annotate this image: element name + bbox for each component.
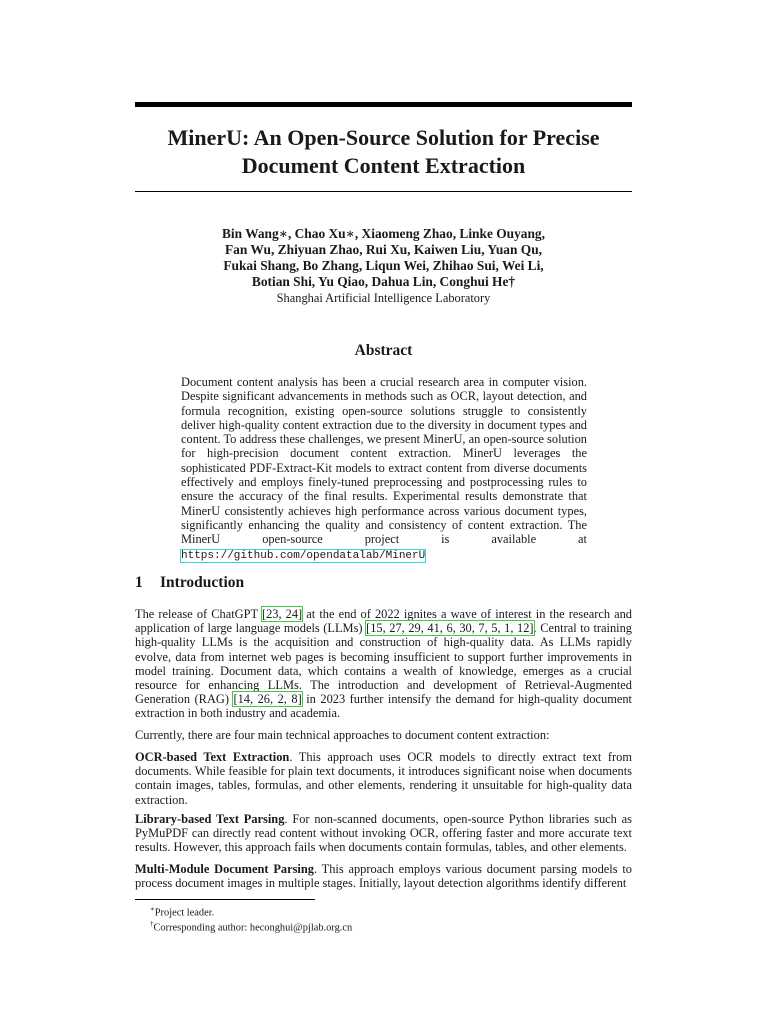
title-line-1: MinerU: An Open-Source Solution for Precise [167, 125, 600, 150]
footnote-2 [150, 918, 352, 934]
paragraph-text: . This approach uses OCR models to directly extract text from documents. While feasible for plain text documents, it introduces significant noise when documents contain images, tables, formulas, and other elements, rendering it unsuitable for high-quality data extraction. [135, 750, 632, 807]
title-line-2: Document Content Extraction [241, 153, 526, 178]
abstract-text: Document content analysis has been a crucial research area in computer vision. Despite significant advancements in methods such as OCR, layout detection, and formula recognition, existing open-source solutions struggle to consistently deliver high-quality content extraction due to the diversity in document types and content. To address these challenges, we present MinerU, an open-source solution for high-precision document content extraction. MinerU leverages the sophisticated PDF-Extract-Kit models to extract content from diverse documents effectively and employs finely-tuned preprocessing and postprocessing rules to ensure the accuracy of the final results. Experimental results demonstrate that MinerU consistently achieves high performance across various document types, significantly enhancing the quality and consistency of content extraction. The MinerU open-source project is available at [181, 375, 587, 547]
footnote-mark: † [150, 920, 154, 928]
author-line-4: Botian Shi, Yu Qiao, Dahua Lin, Conghui He† [251, 274, 516, 289]
intro-paragraph-5 [135, 862, 632, 890]
author-line-3: Fukai Shang, Bo Zhang, Liqun Wei, Zhihao Sui, Wei Li, [223, 258, 544, 273]
paper-title [135, 124, 632, 180]
section-title: Introduction [160, 574, 245, 591]
section-number: 1 [135, 574, 143, 591]
paragraph-run-in-heading: OCR-based Text Extraction [135, 750, 290, 764]
paragraph-run-in-heading: Library-based Text Parsing [135, 812, 285, 826]
paragraph-text: The release of ChatGPT [135, 607, 258, 621]
section-heading [135, 574, 244, 592]
footnote-text: Corresponding author: heconghui@pjlab.org.cn [153, 922, 353, 934]
intro-paragraph-1 [135, 607, 632, 721]
intro-paragraph-4 [135, 812, 632, 855]
paragraph-text: in 2023 further intensify the demand for high-quality document extraction in both industry and academia. [135, 692, 632, 721]
footnote-1 [150, 903, 214, 919]
affiliation: Shanghai Artificial Intelligence Laboratory [276, 291, 491, 305]
citation-link[interactable]: [15, 27, 29, 41, 6, 30, 7, 5, 1, 12] [366, 621, 534, 636]
paragraph-run-in-heading: Multi-Module Document Parsing [135, 862, 314, 876]
intro-paragraph-2: Currently, there are four main technical approaches to document content extraction: [135, 728, 550, 742]
title-bottom-rule [135, 191, 632, 192]
abstract-heading: Abstract [354, 342, 413, 359]
repository-link[interactable]: https://github.com/opendatalab/MinerU [181, 549, 426, 562]
citation-link[interactable]: [23, 24] [261, 607, 303, 621]
abstract-body [181, 375, 587, 563]
citation-link[interactable]: [14, 26, 2, 8] [233, 692, 302, 707]
author-line-1: Bin Wang∗, Chao Xu∗, Xiaomeng Zhao, Linke Ouyang, [222, 226, 545, 241]
footnote-rule [135, 899, 315, 900]
paragraph-text: . This approach employs various document parsing models to process document images in multiple stages. Initially, layout detection algorithms identify different [135, 862, 632, 891]
intro-paragraph-3 [135, 750, 632, 807]
title-top-rule [135, 102, 632, 107]
footnote-mark: ∗ [150, 905, 155, 913]
paragraph-text: at the end of 2022 ignites a wave of interest in the research and application of large language models (LLMs) [135, 607, 633, 636]
author-line-2: Fan Wu, Zhiyuan Zhao, Rui Xu, Kaiwen Liu, Yuan Qu, [224, 242, 543, 257]
paragraph-text: . Central to training high-quality LLMs is the acquisition and construction of high-quality data. As LLMs rapidly evolve, data from internet web pages is becoming insufficient to support further improvements in model training. Document data, which contains a wealth of knowledge, emerges as a crucial resource for enhancing LLMs. The introduction and development of Retrieval-Augmented Generation (RAG) [135, 621, 632, 707]
footnote-text: Project leader. [154, 907, 215, 919]
paragraph-text: . For non-scanned documents, open-source Python libraries such as PyMuPDF can directly read content without invoking OCR, offering faster and more accurate text results. However, this approach fails when documents contain formulas, tables, and other elements. [135, 812, 632, 855]
author-list [135, 226, 632, 290]
